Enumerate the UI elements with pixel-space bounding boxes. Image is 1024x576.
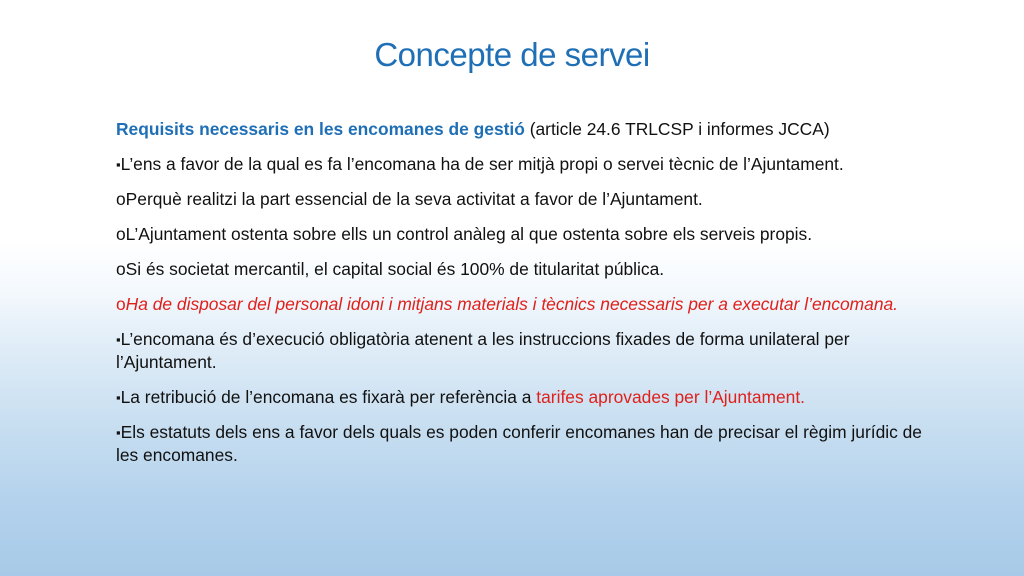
square-bullet-icon: ▪ [116,390,121,405]
circle-bullet-icon: o [116,294,126,314]
bullet-text: Perquè realitzi la part essencial de la seva activitat a favor de l’Ajuntament. [125,189,703,209]
sub-bullet-item [116,188,946,211]
highlighted-sub-bullet-item [116,293,946,316]
bullet-item [116,386,946,409]
slide-title: Concepte de servei [374,36,650,73]
intro-line [116,118,946,141]
intro-bold: Requisits necessaris en les encomanes de gestió [116,119,525,139]
bullet-text: Si és societat mercantil, el capital social és 100% de titularitat pública. [125,259,665,279]
circle-bullet-icon: o [116,224,126,244]
square-bullet-icon: ▪ [116,425,121,440]
circle-bullet-icon: o [116,189,126,209]
bullet-text: La retribució de l’encomana es fixarà per referència a [120,387,537,407]
bullet-text: L’encomana és d’execució obligatòria atenent a les instruccions fixades de forma unilateral per l’Ajuntament. [116,329,850,372]
square-bullet-icon: ▪ [116,332,121,347]
intro-rest: (article 24.6 TRLCSP i informes JCCA) [524,119,830,139]
bullet-text: L’ens a favor de la qual es fa l’encomana ha de ser mitjà propi o servei tècnic de l’Ajuntament. [120,154,844,174]
bullet-item [116,153,946,176]
sub-bullet-item [116,258,946,281]
circle-bullet-icon: o [116,259,126,279]
bullet-text: L’Ajuntament ostenta sobre ells un control anàleg al que ostenta sobre els serveis propis. [125,224,813,244]
square-bullet-icon: ▪ [116,157,121,172]
sub-bullet-item [116,223,946,246]
bullet-item [116,328,946,374]
bullet-item [116,421,946,467]
bullet-text: Ha de disposar del personal idoni i mitjans materials i tècnics necessaris per a executar l’encomana. [125,294,899,314]
bullet-highlight-text: tarifes aprovades per l’Ajuntament. [536,387,806,407]
slide-content [116,118,946,479]
bullet-text: Els estatuts dels ens a favor dels quals es poden conferir encomanes han de precisar el règim jurídic de les encomanes. [116,422,922,465]
